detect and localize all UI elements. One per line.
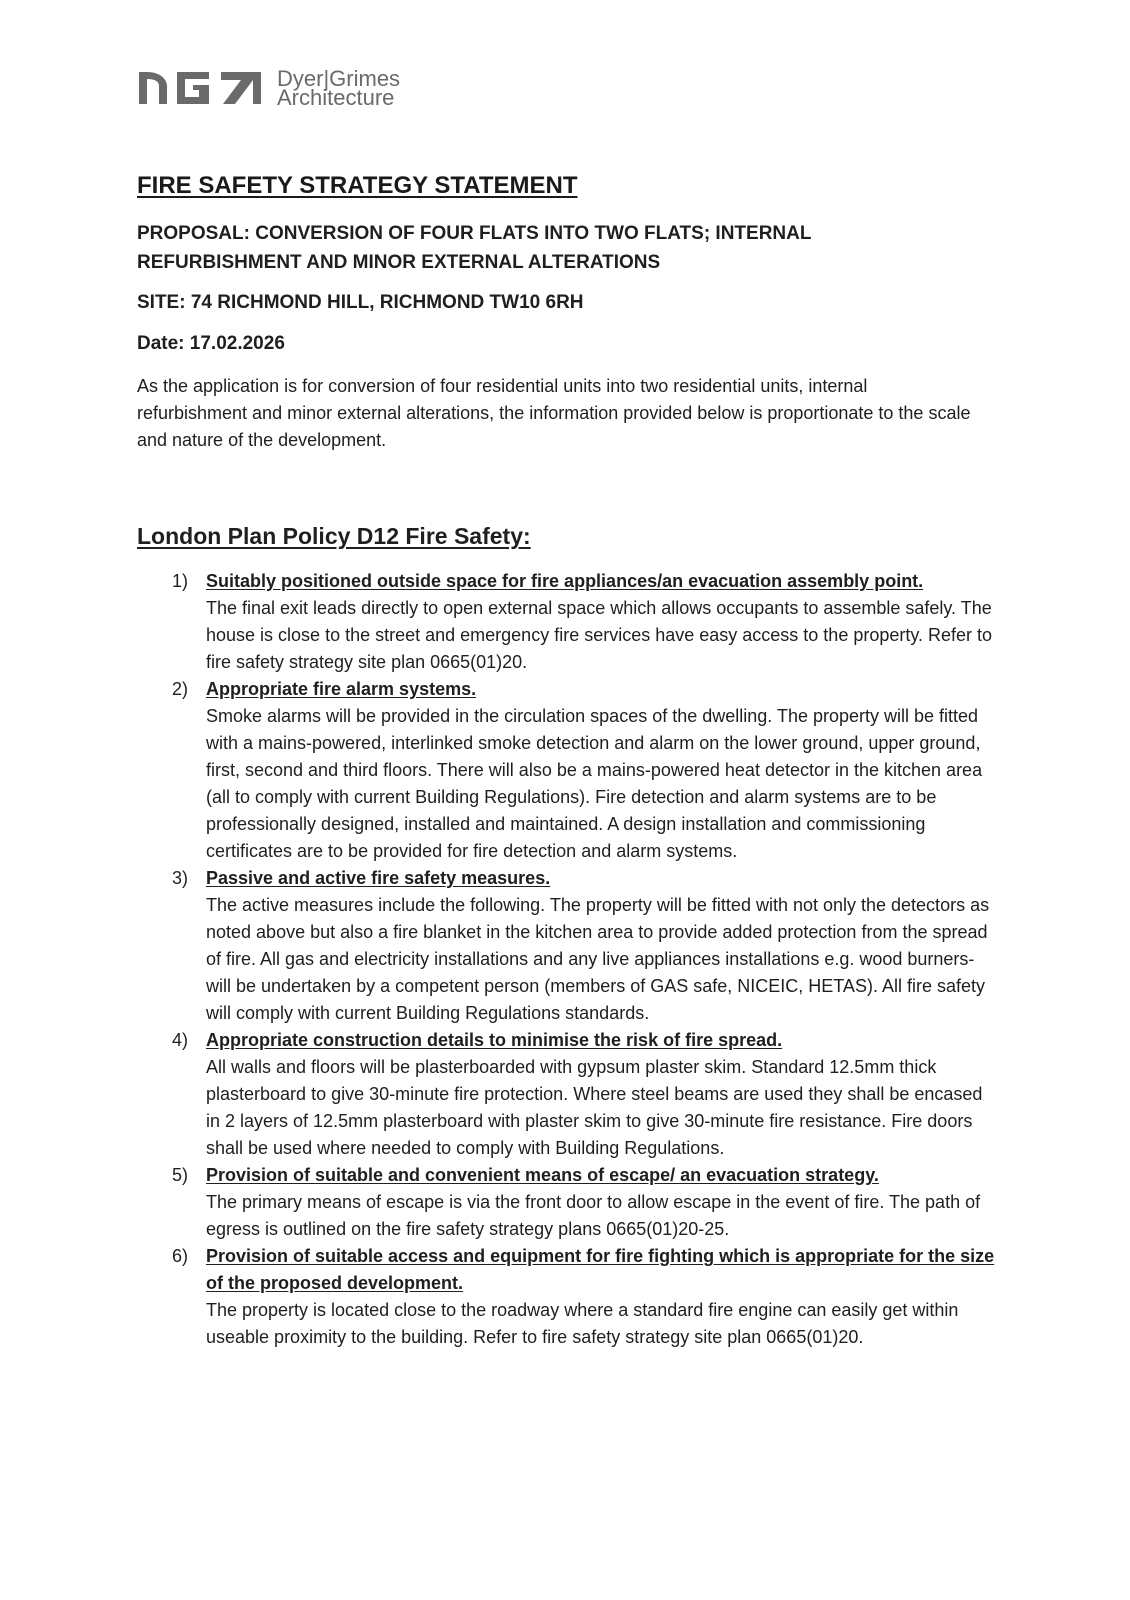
item-body: Smoke alarms will be provided in the circulation spaces of the dwelling. The property will be fitted with a mains-powered, interlinked smoke detection and alarm on the lower ground, upper ground, first, second and third floors. There will also be a mains-powered heat detector in the kitchen area (all to comply with current Building Regulations). Fire detection and alarm systems are to be professionally designed, installed and maintained. A design installation and commissioning certificates are to be provided for fire detection and alarm systems. — [206, 706, 983, 861]
document-body — [137, 172, 997, 1351]
dga-monogram-icon — [137, 66, 265, 110]
logo-name-line1: Dyer|Grimes — [277, 66, 401, 91]
date-line: Date: 17.02.2026 — [137, 333, 285, 354]
logo-wordmark — [277, 66, 401, 110]
item-heading: Passive and active fire safety measures. — [206, 868, 551, 888]
item-body: The final exit leads directly to open external space which allows occupants to assemble safely. The house is close to the street and emergency fire services have easy access to the property. Refer to fire safety strategy site plan 0665(01)20. — [206, 598, 993, 672]
site-line: SITE: 74 RICHMOND HILL, RICHMOND TW10 6RH — [137, 292, 584, 313]
list-item — [137, 1162, 997, 1243]
section-heading: London Plan Policy D12 Fire Safety: — [137, 523, 531, 549]
item-heading: Appropriate fire alarm systems. — [206, 679, 477, 699]
list-item — [137, 568, 997, 676]
policy-list — [137, 568, 997, 1351]
document-title: FIRE SAFETY STRATEGY STATEMENT — [137, 172, 578, 199]
item-number: 5) — [172, 1165, 189, 1185]
item-number: 3) — [172, 868, 189, 888]
item-body: All walls and floors will be plasterboarded with gypsum plaster skim. Standard 12.5mm thick plasterboard to give 30-minute fire protection. Where steel beams are used they shall be encased in 2 layers of 12.5mm plasterboard with plaster skim to give 30-minute fire resistance. Fire doors shall be used where needed to comply with Building Regulations. — [206, 1057, 983, 1158]
item-number: 1) — [172, 571, 189, 591]
company-logo — [137, 66, 400, 110]
logo-name-line2: Architecture — [277, 85, 395, 110]
item-heading: Provision of suitable access and equipment for fire fighting which is appropriate for the size of the proposed development. — [206, 1246, 995, 1293]
item-heading: Suitably positioned outside space for fire appliances/an evacuation assembly point. — [206, 571, 924, 591]
item-body: The active measures include the following. The property will be fitted with not only the detectors as noted above but also a fire blanket in the kitchen area to provide added protection from the spread of fire. All gas and electricity installations and any live appliances installations e.g. wood burners-will be undertaken by a competent person (members of GAS safe, NICEIC, HETAS). All fire safety will comply with current Building Regulations standards. — [206, 895, 990, 1023]
item-number: 6) — [172, 1246, 189, 1266]
list-item — [137, 676, 997, 865]
intro-paragraph: As the application is for conversion of four residential units into two residential units, internal refurbishment and minor external alterations, the information provided below is proportionate to the scale and nature of the development. — [137, 376, 971, 450]
list-item — [137, 865, 997, 1027]
item-body: The primary means of escape is via the front door to allow escape in the event of fire. The path of egress is outlined on the fire safety strategy plans 0665(01)20-25. — [206, 1192, 981, 1239]
item-number: 2) — [172, 679, 189, 699]
item-heading: Provision of suitable and convenient means of escape/ an evacuation strategy. — [206, 1165, 879, 1185]
proposal-line: PROPOSAL: CONVERSION OF FOUR FLATS INTO TWO FLATS; INTERNAL REFURBISHMENT AND MINOR EXTERNAL ALTERATIONS — [137, 223, 812, 273]
item-body: The property is located close to the roadway where a standard fire engine can easily get within useable proximity to the building. Refer to fire safety strategy site plan 0665(01)20. — [206, 1300, 959, 1347]
item-heading: Appropriate construction details to minimise the risk of fire spread. — [206, 1030, 783, 1050]
list-item — [137, 1027, 997, 1162]
list-item — [137, 1243, 997, 1351]
item-number: 4) — [172, 1030, 189, 1050]
